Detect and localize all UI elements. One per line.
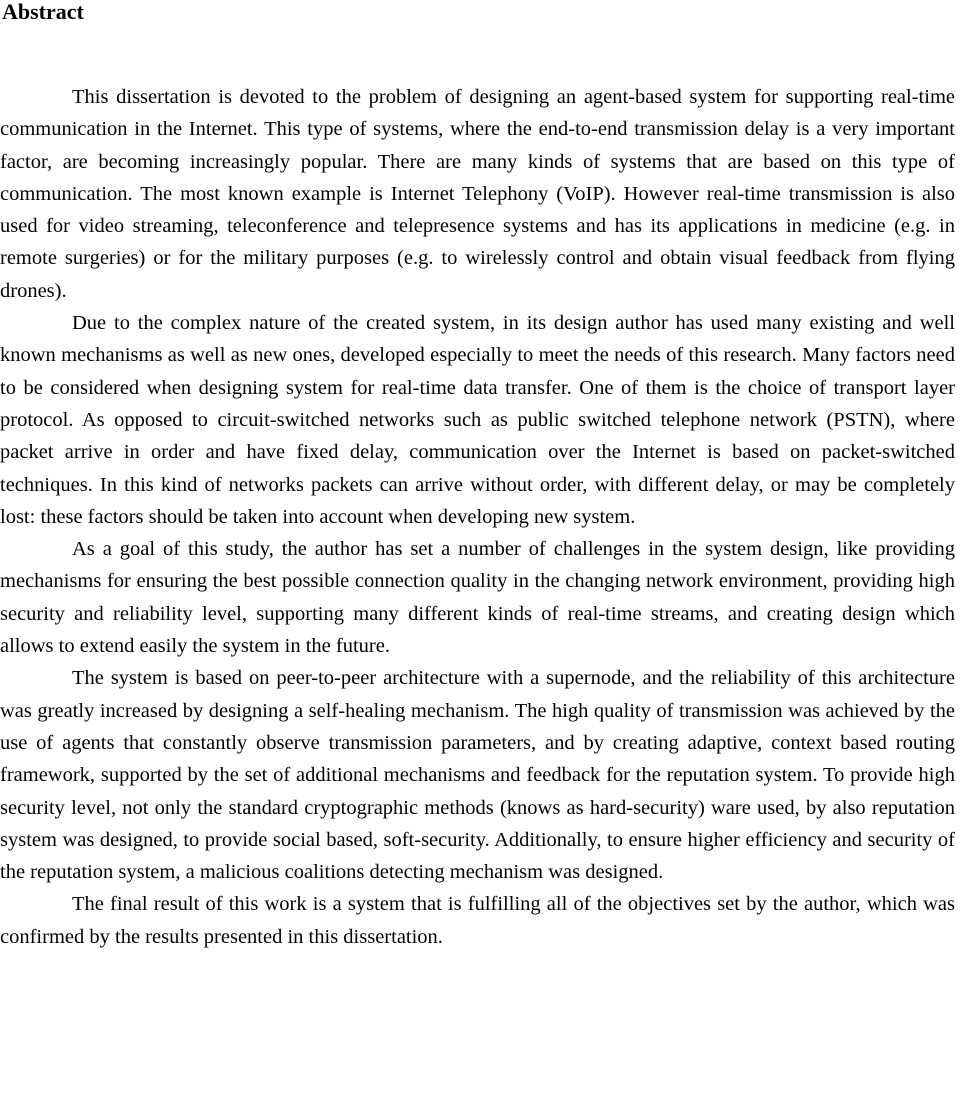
abstract-paragraph-2: Due to the complex nature of the created system, in its design author has used many existing and well known mechanisms as well as new ones, developed especially to meet the needs of this research. Many factors need to be considered when designing system for real-time data transfer. One of them is the choice of transport layer protocol. As opposed to circuit-switched networks such as public switched telephone network (PSTN), where packet arrive in order and have fixed delay, communication over the Internet is based on packet-switched techniques. In this kind of networks packets can arrive without order, with different delay, or may be completely lost: these factors should be taken into account when developing new system.	[0, 312, 955, 528]
abstract-paragraph-5: The final result of this work is a system that is fulfilling all of the objectives set by the author, which was confirmed by the results presented in this dissertation.	[0, 893, 955, 948]
abstract-paragraph-3: As a goal of this study, the author has set a number of challenges in the system design, like providing mechanisms for ensuring the best possible connection quality in the changing network environment, providing high security and reliability level, supporting many different kinds of real-time streams, and creating design which allows to extend easily the system in the future.	[0, 538, 955, 658]
abstract-paragraph-4: The system is based on peer-to-peer architecture with a supernode, and the reliability of this architecture was greatly increased by designing a self-healing mechanism. The high quality of transmission was achieved by the use of agents that constantly observe transmission parameters, and by creating adaptive, context based routing framework, supported by the set of additional mechanisms and feedback for the reputation system. To provide high security level, not only the standard cryptographic methods (knows as hard-security) ware used, by also reputation system was designed, to provide social based, soft-security. Additionally, to ensure higher efficiency and security of the reputation system, a malicious coalitions detecting mechanism was designed.	[0, 667, 955, 884]
abstract-body	[0, 81, 955, 953]
abstract-heading: Abstract	[2, 0, 84, 24]
abstract-paragraph-1: This dissertation is devoted to the problem of designing an agent-based system for supporting real-time communication in the Internet. This type of systems, where the end-to-end transmission delay is a very important factor, are becoming increasingly popular. There are many kinds of systems that are based on this type of communication. The most known example is Internet Telephony (VoIP). However real-time transmission is also used for video streaming, teleconference and telepresence systems and has its applications in medicine (e.g. in remote surgeries) or for the military purposes (e.g. to wirelessly control and obtain visual feedback from flying drones).	[0, 86, 955, 302]
